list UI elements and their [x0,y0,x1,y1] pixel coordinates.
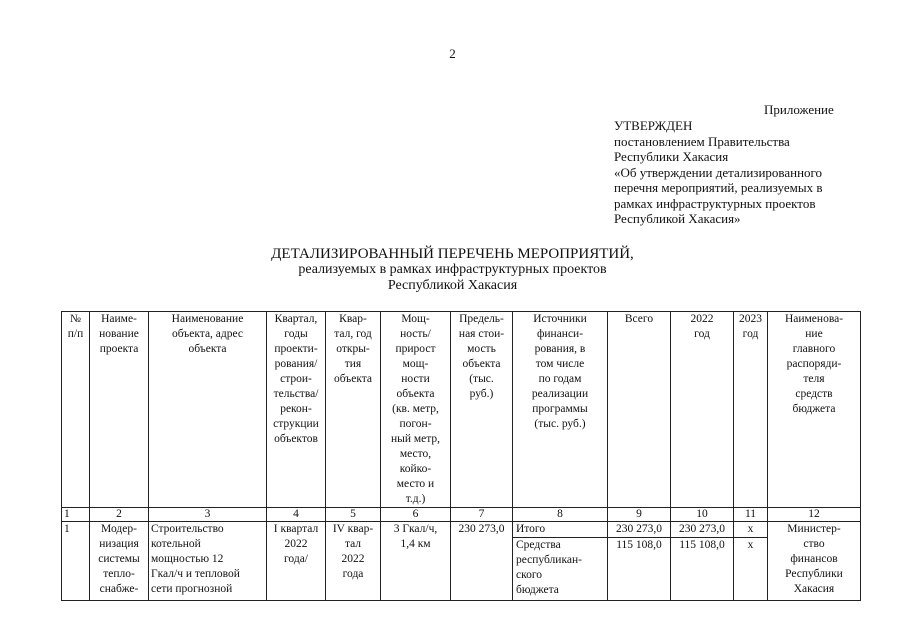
column-number: 3 [149,508,267,522]
header-cell: Источники финанси- рования, в том числе по годам реализации программы (тыс. руб.) [513,312,608,508]
header-cell: Всего [608,312,671,508]
column-number: 5 [326,508,381,522]
column-number: 11 [734,508,768,522]
measures-table [61,311,861,601]
header-cell: Квартал, годы проекти- рования/ строи- тельства/ рекон- струкции объектов [267,312,326,508]
approval-line: постановлением Правительства [614,133,790,149]
source-total-label: Итого [516,523,546,535]
header-cell: Квар- тал, год откры- тия объекта [326,312,381,508]
header-cell: Наиме- нование проекта [90,312,149,508]
header-cell: 2023 год [734,312,768,508]
appendix-label: Приложение [764,102,834,117]
max-cost-cell: 230 273,0 [451,522,513,601]
header-cell: Наименование объекта, адрес объекта [149,312,267,508]
approval-line: рамках инфраструктурных проектов [614,195,816,211]
column-number: 9 [608,508,671,522]
column-number-row [62,508,861,522]
year-2022-value: 230 273,0 [679,523,725,535]
source-republic-budget-label: Средства республикан- ского бюджета [513,537,607,598]
opening-period-cell: IV квар- тал 2022 года [326,522,381,601]
budget-manager-cell: Министер- ство финансов Республики Хакасия [768,522,861,601]
header-cell: Мощ- ность/ прирост мощ- ности объекта (кв. метр, погон- ный метр, место, койко- место и т.д.) [381,312,451,508]
column-number: 4 [267,508,326,522]
total-value: 230 273,0 [616,523,662,535]
approval-heading: УТВЕРЖДЕН [614,118,693,133]
column-number: 12 [768,508,861,522]
approval-line: Республикой Хакасия» [614,211,741,226]
approval-line: перечня мероприятий, реализуемых в [614,180,823,195]
object-name-cell: Строительство котельной мощностью 12 Гкал/ч и тепловой сети прогнозной [149,522,267,601]
title-line-1: ДЕТАЛИЗИРОВАННЫЙ ПЕРЕЧЕНЬ МЕРОПРИЯТИЙ, [271,246,634,262]
approval-block [614,118,864,227]
column-number: 2 [90,508,149,522]
header-cell: Предель- ная стои- мость объекта (тыс. руб.) [451,312,513,508]
column-number: 6 [381,508,451,522]
column-number: 8 [513,508,608,522]
table-row [62,522,861,601]
year-2022-cell [671,522,734,601]
funding-sources-cell [513,522,608,601]
column-number: 1 [62,508,90,522]
title-line-2: реализуемых в рамках инфраструктурных проектов [298,262,607,277]
column-number: 10 [671,508,734,522]
total-value: 115 108,0 [608,537,670,553]
capacity-cell: 3 Гкал/ч, 1,4 км [381,522,451,601]
year-2022-value: 115 108,0 [671,537,733,553]
total-cell [608,522,671,601]
document-title [0,246,905,294]
title-line-3: Республикой Хакасия [387,278,518,293]
year-2023-value: х [747,523,754,535]
table-header-row [62,312,861,508]
column-number: 7 [451,508,513,522]
page-number: 2 [449,46,456,61]
header-cell: 2022 год [671,312,734,508]
approval-line: Республики Хакасия [614,149,729,164]
header-cell: Наименова- ние главного распоряди- теля средств бюджета [768,312,861,508]
row-number: 1 [62,522,90,601]
design-period-cell: I квартал 2022 года/ [267,522,326,601]
approval-line: «Об утверждении детализированного [614,164,823,180]
header-cell: № п/п [62,312,90,508]
project-name-cell: Модер- низация системы тепло- снабже- [90,522,149,601]
year-2023-cell [734,522,768,601]
year-2023-value: х [734,537,767,553]
